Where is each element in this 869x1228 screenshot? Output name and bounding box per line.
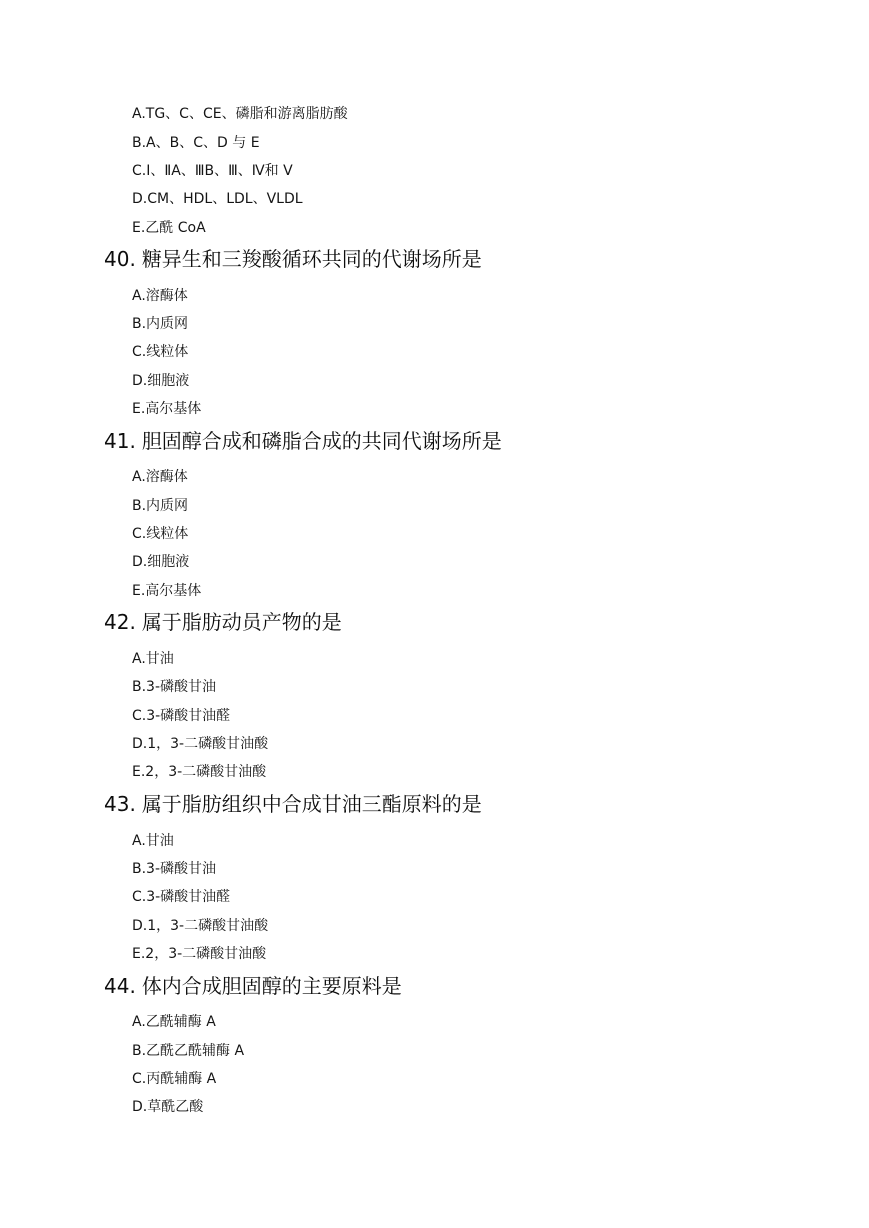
question-number: 43. <box>104 792 136 816</box>
option-a: A.TG、C、CE、磷脂和游离脂肪酸 <box>132 106 348 122</box>
question-text: 胆固醇合成和磷脂合成的共同代谢场所是 <box>141 429 502 453</box>
question-42 <box>104 609 342 635</box>
option-a: A.甘油 <box>132 651 174 667</box>
question-41 <box>104 428 502 454</box>
option-b: B.3-磷酸甘油 <box>132 861 217 877</box>
option-b: B.3-磷酸甘油 <box>132 679 217 695</box>
option-e: E.2，3-二磷酸甘油酸 <box>132 764 267 780</box>
option-d: D.细胞液 <box>132 554 190 570</box>
question-number: 44. <box>104 974 136 998</box>
option-a: A.乙酰辅酶 A <box>132 1014 216 1030</box>
option-d: D.细胞液 <box>132 373 190 389</box>
question-number: 42. <box>104 610 136 634</box>
option-e: E.高尔基体 <box>132 583 202 599</box>
question-text: 属于脂肪组织中合成甘油三酯原料的是 <box>141 792 482 816</box>
option-c: C.线粒体 <box>132 344 189 360</box>
question-44 <box>104 973 402 999</box>
option-e: E.高尔基体 <box>132 401 202 417</box>
option-d: D.CM、HDL、LDL、VLDL <box>132 191 303 207</box>
option-b: B.A、B、C、D 与 E <box>132 135 260 151</box>
option-c: C.3-磷酸甘油醛 <box>132 889 231 905</box>
question-text: 体内合成胆固醇的主要原料是 <box>141 974 402 998</box>
option-d: D.1，3-二磷酸甘油酸 <box>132 918 269 934</box>
option-e: E.乙酰 CoA <box>132 220 206 236</box>
option-a: A.溶酶体 <box>132 469 188 485</box>
option-a: A.溶酶体 <box>132 288 188 304</box>
option-c: C.线粒体 <box>132 526 189 542</box>
option-c: C.丙酰辅酶 A <box>132 1071 217 1087</box>
question-text: 属于脂肪动员产物的是 <box>141 610 342 634</box>
question-40 <box>104 246 482 272</box>
option-b: B.乙酰乙酰辅酶 A <box>132 1043 245 1059</box>
question-number: 40. <box>104 247 136 271</box>
question-text: 糖异生和三羧酸循环共同的代谢场所是 <box>141 247 482 271</box>
option-e: E.2，3-二磷酸甘油酸 <box>132 946 267 962</box>
option-c: C.Ⅰ、ⅡA、ⅢB、Ⅲ、Ⅳ和 V <box>132 163 293 179</box>
option-a: A.甘油 <box>132 833 174 849</box>
question-43 <box>104 791 482 817</box>
option-d: D.1，3-二磷酸甘油酸 <box>132 736 269 752</box>
option-d: D.草酰乙酸 <box>132 1099 204 1115</box>
option-c: C.3-磷酸甘油醛 <box>132 708 231 724</box>
option-b: B.内质网 <box>132 316 189 332</box>
option-b: B.内质网 <box>132 498 189 514</box>
question-number: 41. <box>104 429 136 453</box>
